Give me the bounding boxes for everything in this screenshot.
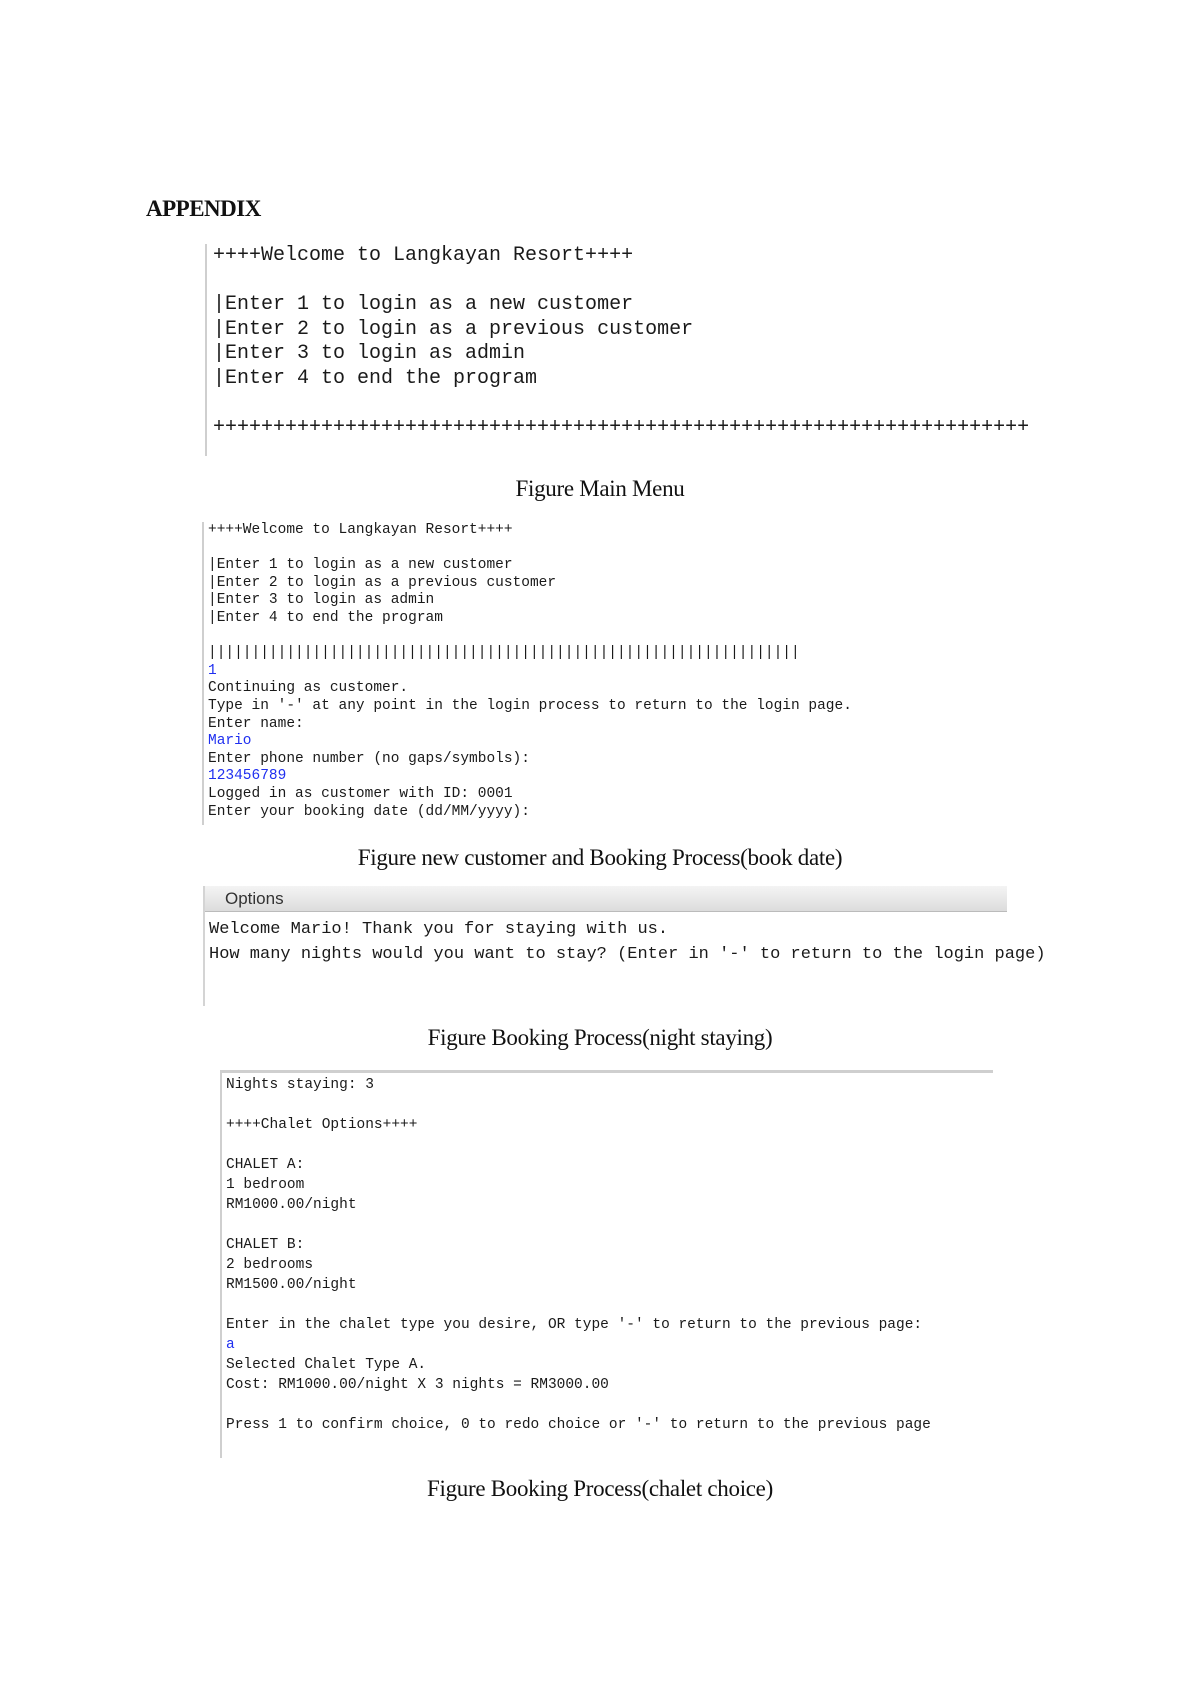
console-line: ++++++++++++++++++++++++++++++++++++++++++++++++++++++++++++++++++++ <box>213 415 1030 439</box>
console-line <box>226 1135 993 1155</box>
figure-caption-night-staying: Figure Booking Process(night staying) <box>427 1025 773 1050</box>
console-input-line: 123456789 <box>208 768 287 785</box>
console-line: |Enter 4 to end the program <box>208 609 443 626</box>
console-line: How many nights would you want to stay? (Enter in '-' to return to the login page) <box>209 944 1046 964</box>
console-line: Enter your booking date (dd/MM/yyyy): <box>208 803 530 820</box>
console-line: Enter phone number (no gaps/symbols): <box>208 750 530 767</box>
console-input-line: 1 <box>208 662 217 679</box>
console-line: 1 bedroom <box>226 1177 305 1193</box>
console-line: RM1000.00/night <box>226 1197 357 1213</box>
console-line: |Enter 3 to login as admin <box>213 342 526 365</box>
console-line: |Enter 1 to login as a new customer <box>213 293 634 316</box>
figure-caption-main-menu: Figure Main Menu <box>515 476 685 501</box>
console-new-customer <box>202 522 852 825</box>
console-line: CHALET A: <box>226 1157 305 1173</box>
console-line: Welcome Mario! Thank you for staying with us. <box>209 920 669 939</box>
figure-caption-chalet-choice: Figure Booking Process(chalet choice) <box>427 1476 773 1501</box>
console-line <box>226 1395 993 1415</box>
console-line: |Enter 3 to login as admin <box>208 592 435 609</box>
console-line <box>213 391 1029 416</box>
console-line <box>226 1095 993 1115</box>
console-line: |Enter 4 to end the program <box>213 366 538 390</box>
console-line: |Enter 2 to login as a previous customer <box>213 317 694 341</box>
console-line: |Enter 1 to login as a new customer <box>208 557 513 574</box>
console-line <box>226 1295 993 1315</box>
console-line: |||||||||||||||||||||||||||||||||||||||||||||||||||||||||||||||||||| <box>208 645 800 662</box>
console-line <box>226 1215 993 1235</box>
console-night-staying <box>203 886 1046 1006</box>
figure-caption-book-date: Figure new customer and Booking Process(book date) <box>357 845 843 870</box>
console-line: |Enter 2 to login as a previous customer <box>208 574 557 591</box>
console-input-line: Mario <box>208 733 252 750</box>
console-output <box>226 1073 993 1435</box>
console-line: CHALET B: <box>226 1237 305 1253</box>
console-line <box>208 628 852 646</box>
console-line: 2 bedrooms <box>226 1257 314 1273</box>
console-main-menu <box>205 244 1029 456</box>
console-line: Logged in as customer with ID: 0001 <box>208 785 513 802</box>
console-line: Nights staying: 3 <box>226 1077 374 1093</box>
console-line: Press 1 to confirm choice, 0 to redo choice or '-' to return to the previous page <box>226 1417 931 1433</box>
appendix-heading: APPENDIX <box>146 196 261 221</box>
console-line <box>213 269 1029 294</box>
console-line: ++++Welcome to Langkayan Resort++++ <box>208 522 513 538</box>
console-output <box>205 912 1046 967</box>
console-line <box>208 540 852 558</box>
console-line: Continuing as customer. <box>208 680 409 697</box>
console-line: Enter in the chalet type you desire, OR type '-' to return to the previous page: <box>226 1317 923 1333</box>
console-line: Enter name: <box>208 715 304 732</box>
console-line: Type in '-' at any point in the login process to return to the login page. <box>208 697 852 714</box>
console-input-line: a <box>226 1337 235 1353</box>
console-line: ++++Welcome to Langkayan Resort++++ <box>213 244 634 267</box>
console-line: Cost: RM1000.00/night X 3 nights = RM3000.00 <box>226 1377 609 1393</box>
console-line: ++++Chalet Options++++ <box>226 1117 418 1133</box>
options-panel-header: Options <box>205 886 1007 912</box>
console-line: RM1500.00/night <box>226 1277 357 1293</box>
console-line: Selected Chalet Type A. <box>226 1357 427 1373</box>
console-chalet-choice <box>220 1070 993 1458</box>
